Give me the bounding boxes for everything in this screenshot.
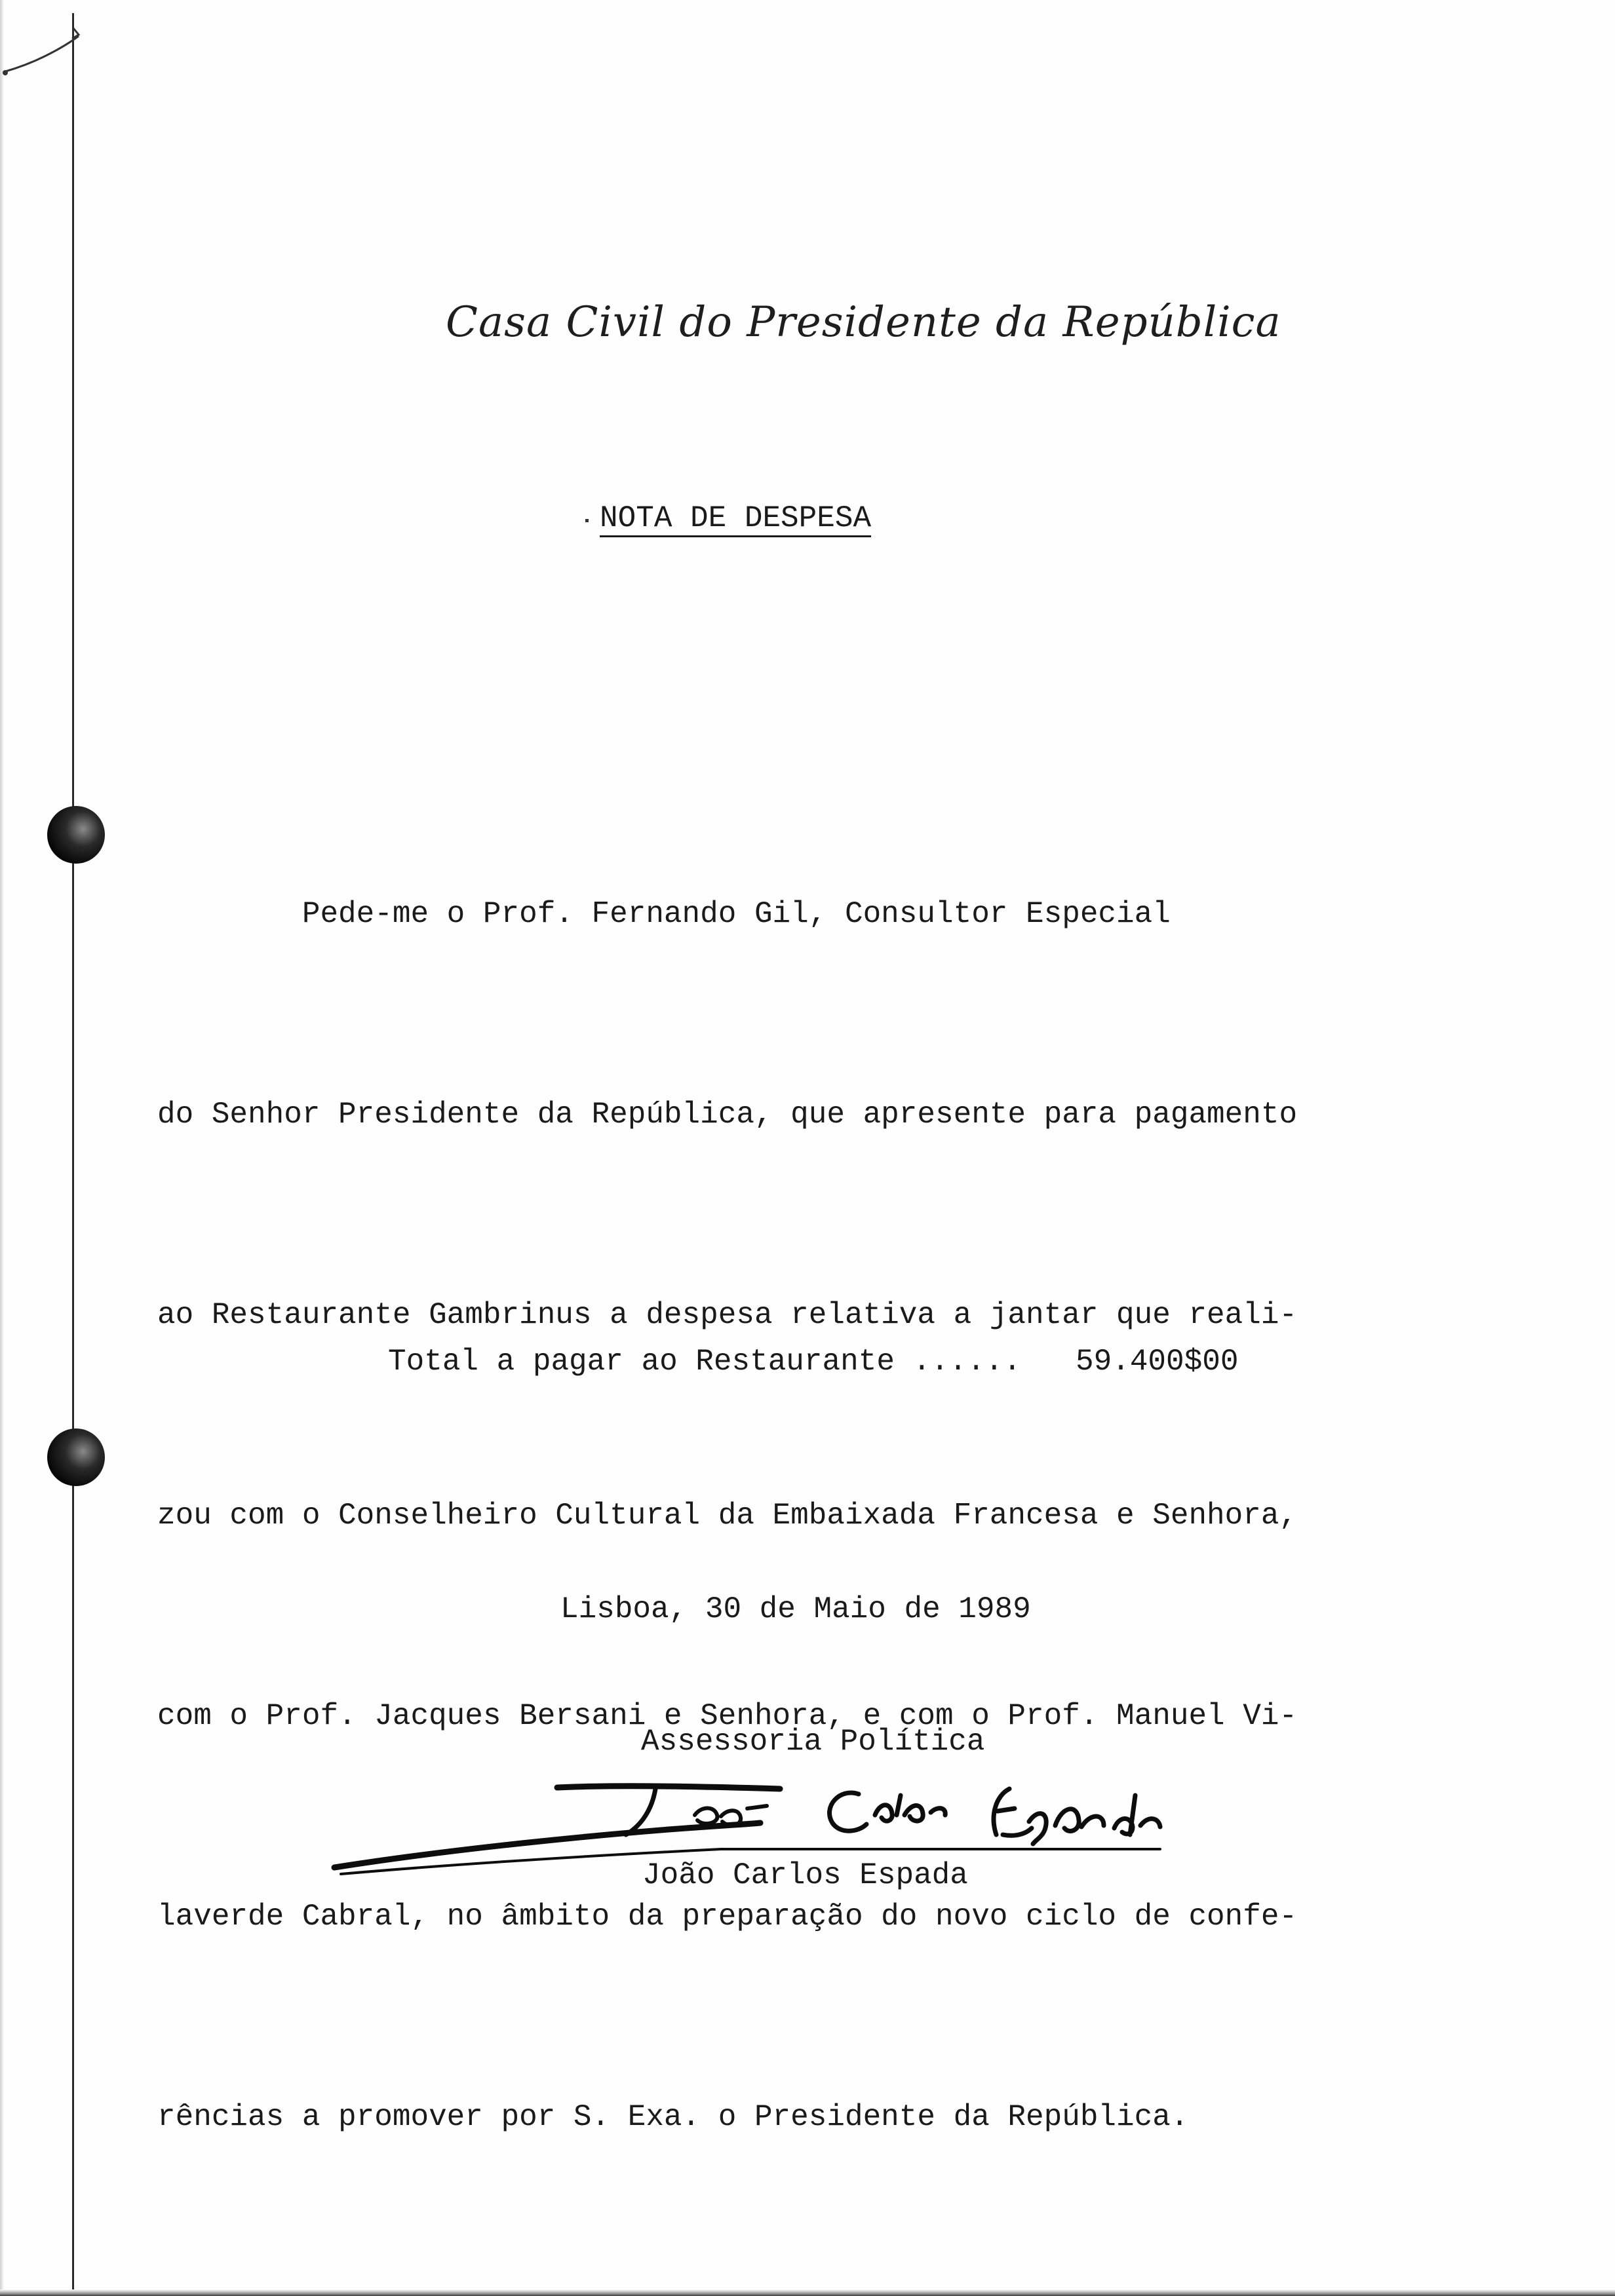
total-row [388,1345,1238,1379]
body-line: laverde Cabral, no âmbito da preparação do novo ciclo de confe- [157,1900,1298,1934]
letterhead-institution: Casa Civil do Presidente da República [446,298,1281,347]
body-line: Pede-me o Prof. Fernando Gil, Consultor Especial [157,897,1171,931]
scan-bottom-edge [0,2289,1615,2296]
punch-hole-bottom [47,1428,105,1486]
signer-name: João Carlos Espada [642,1858,968,1892]
total-label: Total a pagar ao Restaurante ...... [388,1345,1022,1379]
total-amount: 59.400$00 [1076,1345,1239,1379]
document-title: NOTA DE DESPESA [600,501,872,535]
scan-left-edge [0,0,4,2296]
punch-hole-top [47,806,105,864]
document-body [157,747,1390,2284]
body-line: do Senhor Presidente da República, que apresente para pagamento [157,1098,1298,1132]
stray-dot [585,519,589,522]
scan-margin-line [72,13,74,2296]
body-line: zou com o Conselheiro Cultural da Embaixada Francesa e Senhora, [157,1499,1298,1533]
body-line: rências a promover por S. Exa. o Presidente da República. [157,2100,1189,2134]
date-place: Lisboa, 30 de Maio de 1989 [560,1592,1031,1626]
body-line: ao Restaurante Gambrinus a despesa relativa a jantar que reali- [157,1298,1298,1332]
corner-scribble-mark [0,10,92,82]
department-label: Assessoria Política [641,1725,985,1759]
body-line: com o Prof. Jacques Bersani e Senhora, e com o Prof. Manuel Vi- [157,1699,1298,1733]
